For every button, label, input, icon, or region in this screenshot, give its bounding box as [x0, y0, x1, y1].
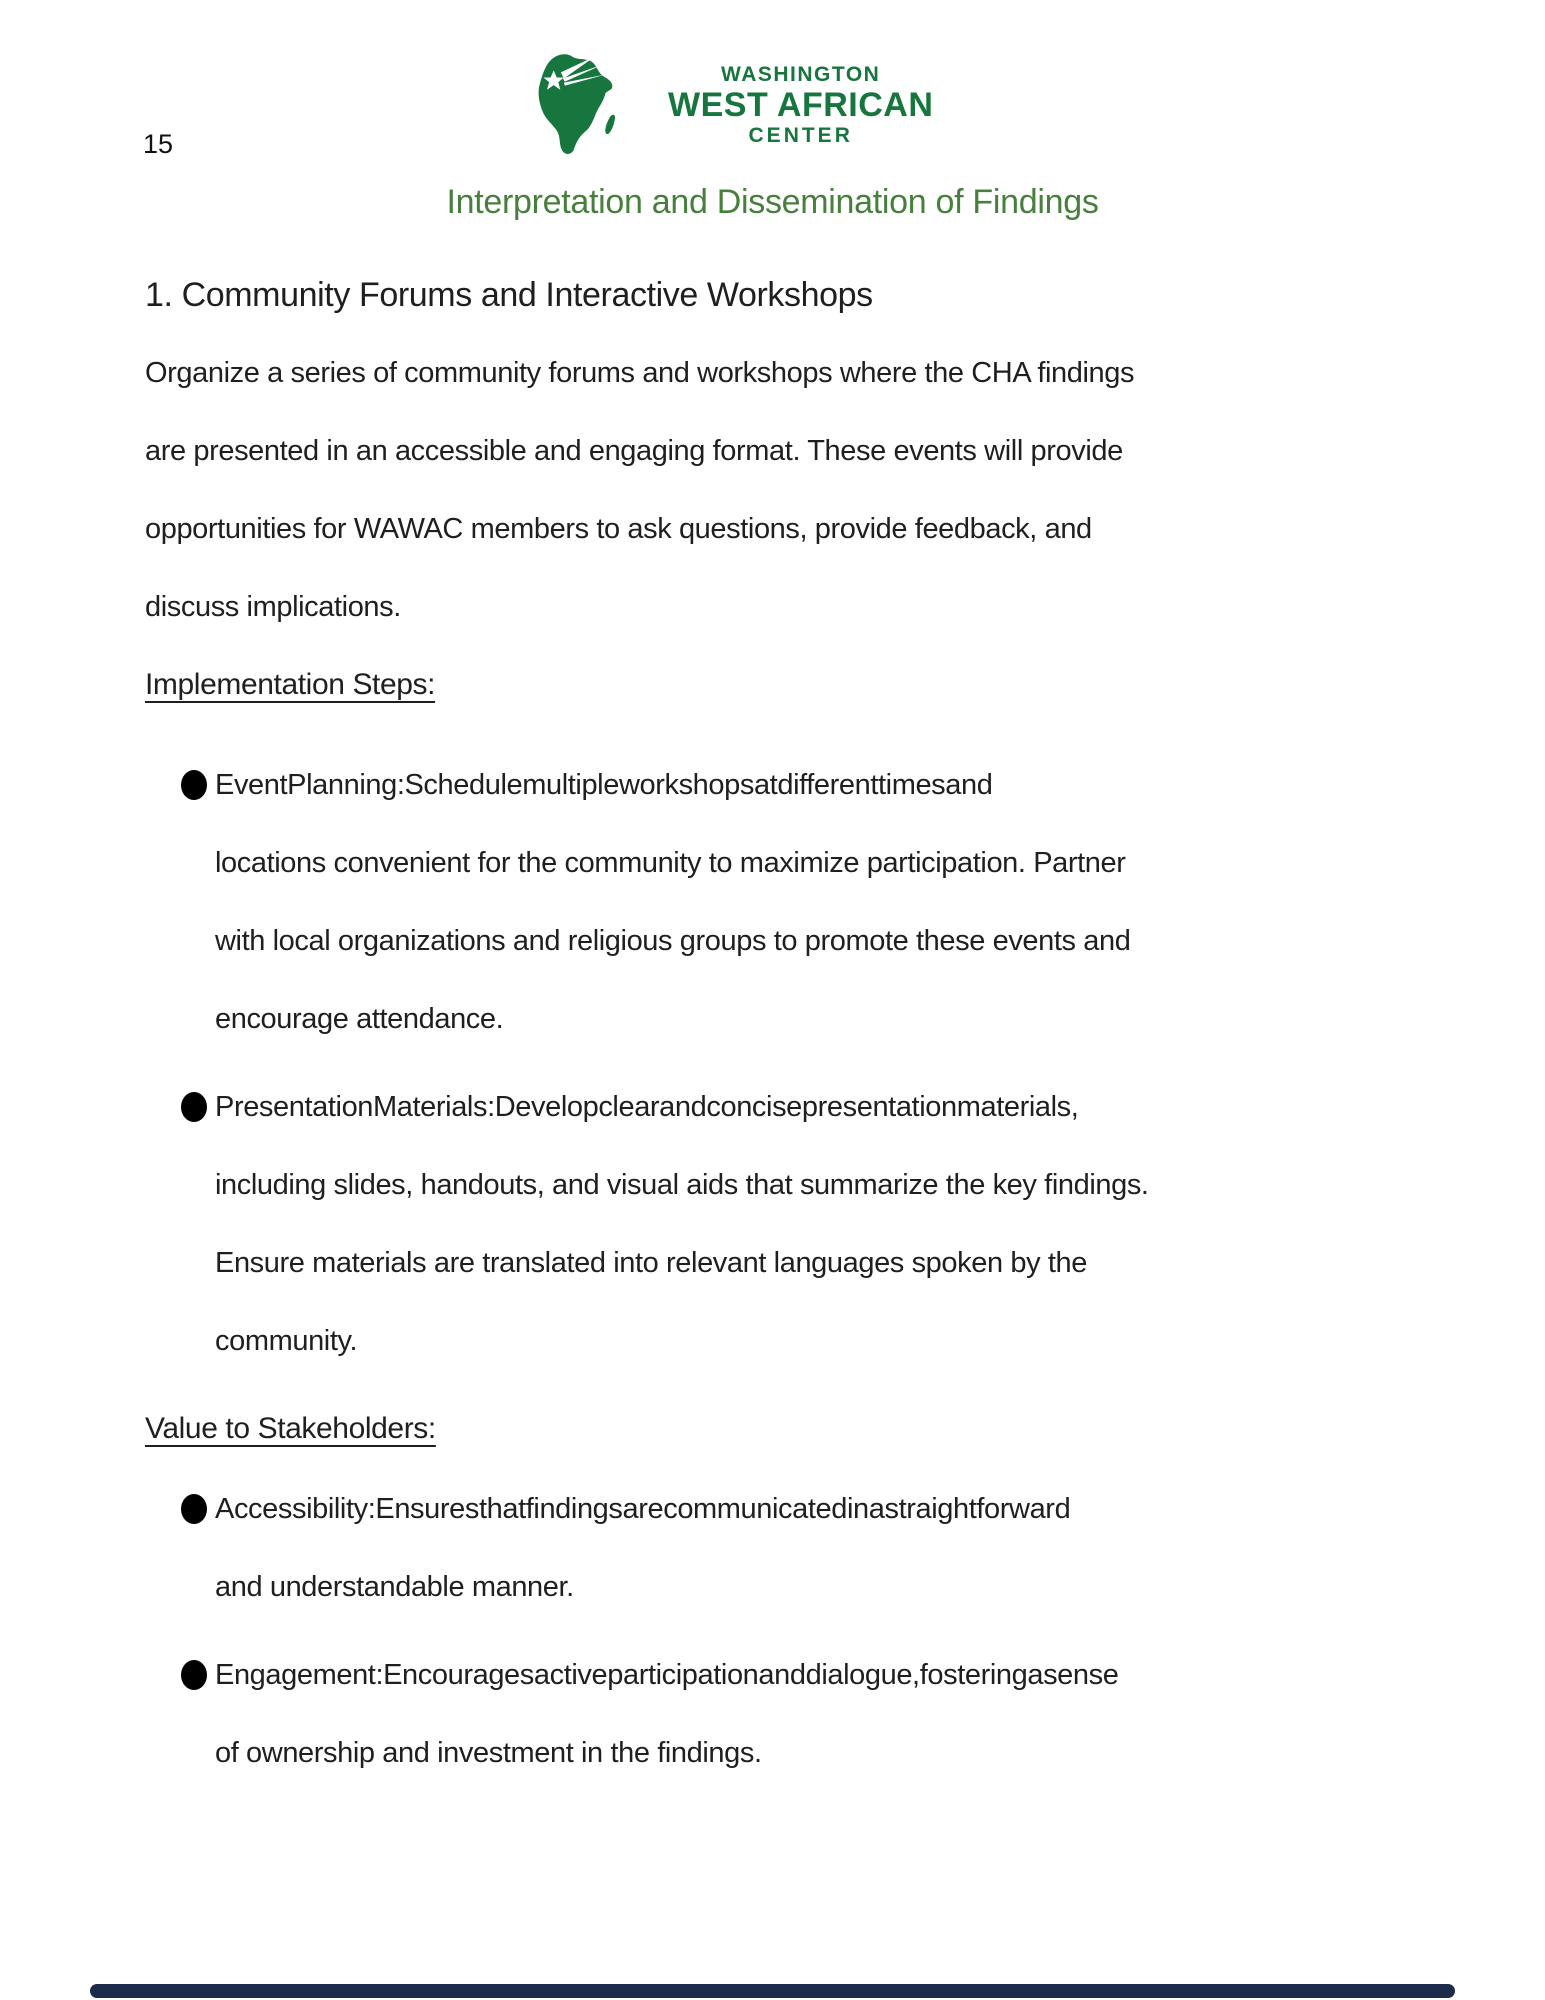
page-number: 15 [143, 129, 174, 159]
implementation-steps-label: Implementation Steps: [145, 668, 436, 701]
list-item-line: and understandable manner. [215, 1571, 574, 1603]
list-item-line: including slides, handouts, and visual aids that summarize the key findings. [215, 1169, 1149, 1201]
value-to-stakeholders-label-row [145, 1390, 1445, 1468]
bullet-icon [181, 770, 207, 800]
list-item-line: with local organizations and religious groups to promote these events and [215, 925, 1131, 957]
logo-text-washington: WASHINGTON [721, 63, 881, 86]
org-logo-text [668, 50, 933, 149]
list-item-line: Engagement:Encouragesactiveparticipationanddialogue,fosteringasense [215, 1659, 1119, 1691]
implementation-steps-label-row [145, 646, 1445, 724]
document-body [145, 256, 1445, 1792]
bullet-icon [181, 1660, 207, 1690]
bullet-icon [181, 1494, 207, 1524]
paragraph-line: are presented in an accessible and engaging format. These events will provide [145, 435, 1123, 467]
list-item-line: of ownership and investment in the findings. [215, 1737, 762, 1769]
logo-text-west-african: WEST AFRICAN [668, 86, 934, 124]
list-item-engagement [145, 1636, 1445, 1792]
paragraph-line: opportunities for WAWAC members to ask questions, provide feedback, and [145, 513, 1092, 545]
paragraph-line: discuss implications. [145, 591, 401, 623]
list-item-line: locations convenient for the community to maximize participation. Partner [215, 847, 1126, 879]
list-item-line: PresentationMaterials:Developclearandconcisepresentationmaterials, [215, 1091, 1079, 1123]
list-item-line: Accessibility:Ensuresthatfindingsarecommunicatedinastraightforward [215, 1493, 1071, 1525]
list-item-accessibility [145, 1470, 1445, 1626]
value-to-stakeholders-label: Value to Stakeholders: [145, 1412, 436, 1445]
section-heading: 1. Community Forums and Interactive Workshops [145, 276, 873, 314]
logo-text-center: CENTER [748, 124, 853, 147]
org-logo [520, 50, 933, 156]
list-item-line: community. [215, 1325, 358, 1357]
page-title: Interpretation and Dissemination of Findings [446, 183, 1099, 221]
list-item-event-planning [145, 746, 1445, 1058]
paragraph-line: Organize a series of community forums and workshops where the CHA findings [145, 357, 1135, 389]
bottom-scrollbar[interactable] [90, 1984, 1455, 1998]
africa-map-with-star-and-rays-icon [520, 50, 622, 156]
list-item-line: Ensure materials are translated into relevant languages spoken by the [215, 1247, 1087, 1279]
list-item-line: EventPlanning:Schedulemultipleworkshopsatdifferenttimesand [215, 769, 993, 801]
intro-paragraph [145, 334, 1445, 646]
list-item-line: encourage attendance. [215, 1003, 504, 1035]
bullet-icon [181, 1092, 207, 1122]
list-item-presentation-materials [145, 1068, 1445, 1380]
